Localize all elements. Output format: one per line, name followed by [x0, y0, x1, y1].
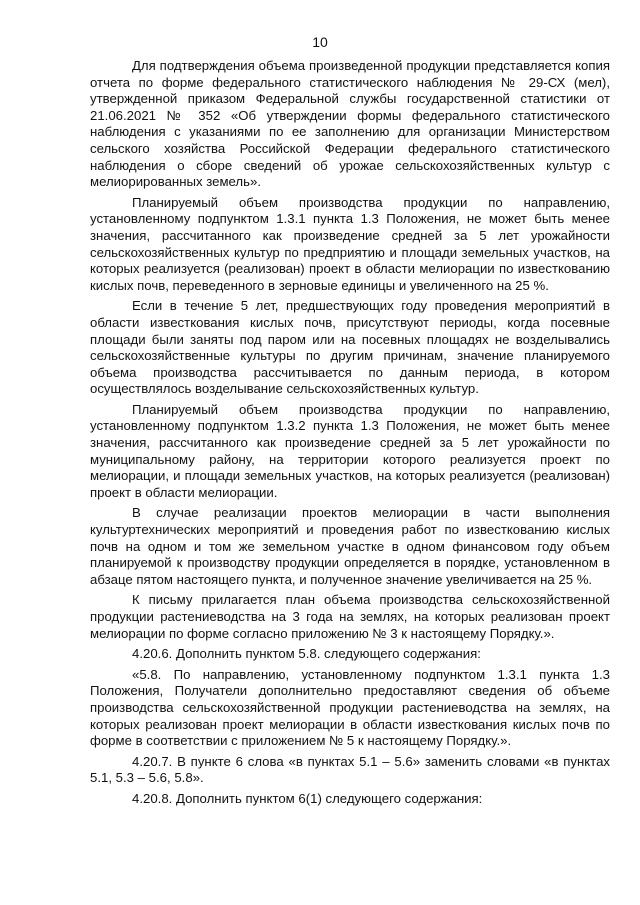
document-body — [90, 58, 610, 812]
paragraph-confirmation-report: Для подтверждения объема произведенной продукции представляется копия отчета по форме федерального статистического наблюдения № 29-СХ (мел), утвержденной приказом Федеральной службы государственной статистики от 21.06.2021 № 352 «Об утверждении формы федерального статистического наблюдения с указаниями по ее заполнению для организации Министерством сельского хозяйства Российской Федерации федерального статистического наблюдения о сборе сведений об урожае сельскохозяйственных культур с мелиорированных земель». — [90, 58, 610, 190]
paragraph-planned-volume-1-3-1: Планируемый объем производства продукции по направлению, установленному подпунктом 1.3.1 пункта 1.3 Положения, не может быть менее значения, рассчитанного как произведение средней за 5 лет урожайности сельскохозяйственных культур по предприятию и площади земельных участков, на которых реализуется (реализован) проект в области мелиорации по известкованию кислых почв, переведенного в зерновые единицы и увеличенного на 25 %. — [90, 194, 610, 293]
paragraph-fallow-periods: Если в течение 5 лет, предшествующих году проведения мероприятий в области известкования кислых почв, присутствуют периоды, когда посевные площади были заняты под паром или на посевных площадях не возделывались сельскохозяйственные культуры по другим причинам, значение планируемого объема производства рассчитывается по данным периода, в котором осуществлялось возделывание сельскохозяйственных культур. — [90, 298, 610, 397]
page-number: 10 — [312, 34, 328, 50]
paragraph-4-20-7: 4.20.7. В пункте 6 слова «в пунктах 5.1 – 5.6» заменить словами «в пунктах 5.1, 5.3 – 5.6, 5.8». — [90, 753, 610, 786]
paragraph-clause-5-8: «5.8. По направлению, установленному подпунктом 1.3.1 пункта 1.3 Положения, Получатели дополнительно предоставляют сведения об объеме производства сельскохозяйственной продукции растениеводства на землях, на которых реализован проект мелиорации в области известкования кислых почв по форме в соответствии с приложением № 5 к настоящему Порядку.». — [90, 666, 610, 749]
paragraph-planned-volume-1-3-2: Планируемый объем производства продукции по направлению, установленному подпунктом 1.3.2 пункта 1.3 Положения, не может быть менее значения, рассчитанного как произведение средней за 5 лет урожайности по муниципальному району, на территории которого реализуется проект по мелиорации, и площади земельных участков, на которых реализуется (реализован) проект в области мелиорации. — [90, 401, 610, 500]
paragraph-4-20-8: 4.20.8. Дополнить пунктом 6(1) следующего содержания: — [132, 790, 483, 806]
paragraph-4-20-6: 4.20.6. Дополнить пунктом 5.8. следующего содержания: — [132, 646, 481, 662]
paragraph-attachment-plan: К письму прилагается план объема производства сельскохозяйственной продукции растениеводства на 3 года на землях, на которых реализован проект мелиорации по форме согласно приложению № 3 к настоящему Порядку.». — [90, 592, 610, 641]
paragraph-combined-projects: В случае реализации проектов мелиорации в части выполнения культуртехнических мероприятий и проведения работ по известкованию кислых почв на одном и том же земельном участке в одном финансовом году объем планируемой к производству продукции определяется в порядке, установленном в абзаце пятом настоящего пункта, и полученное значение увеличивается на 25 %. — [90, 505, 610, 587]
